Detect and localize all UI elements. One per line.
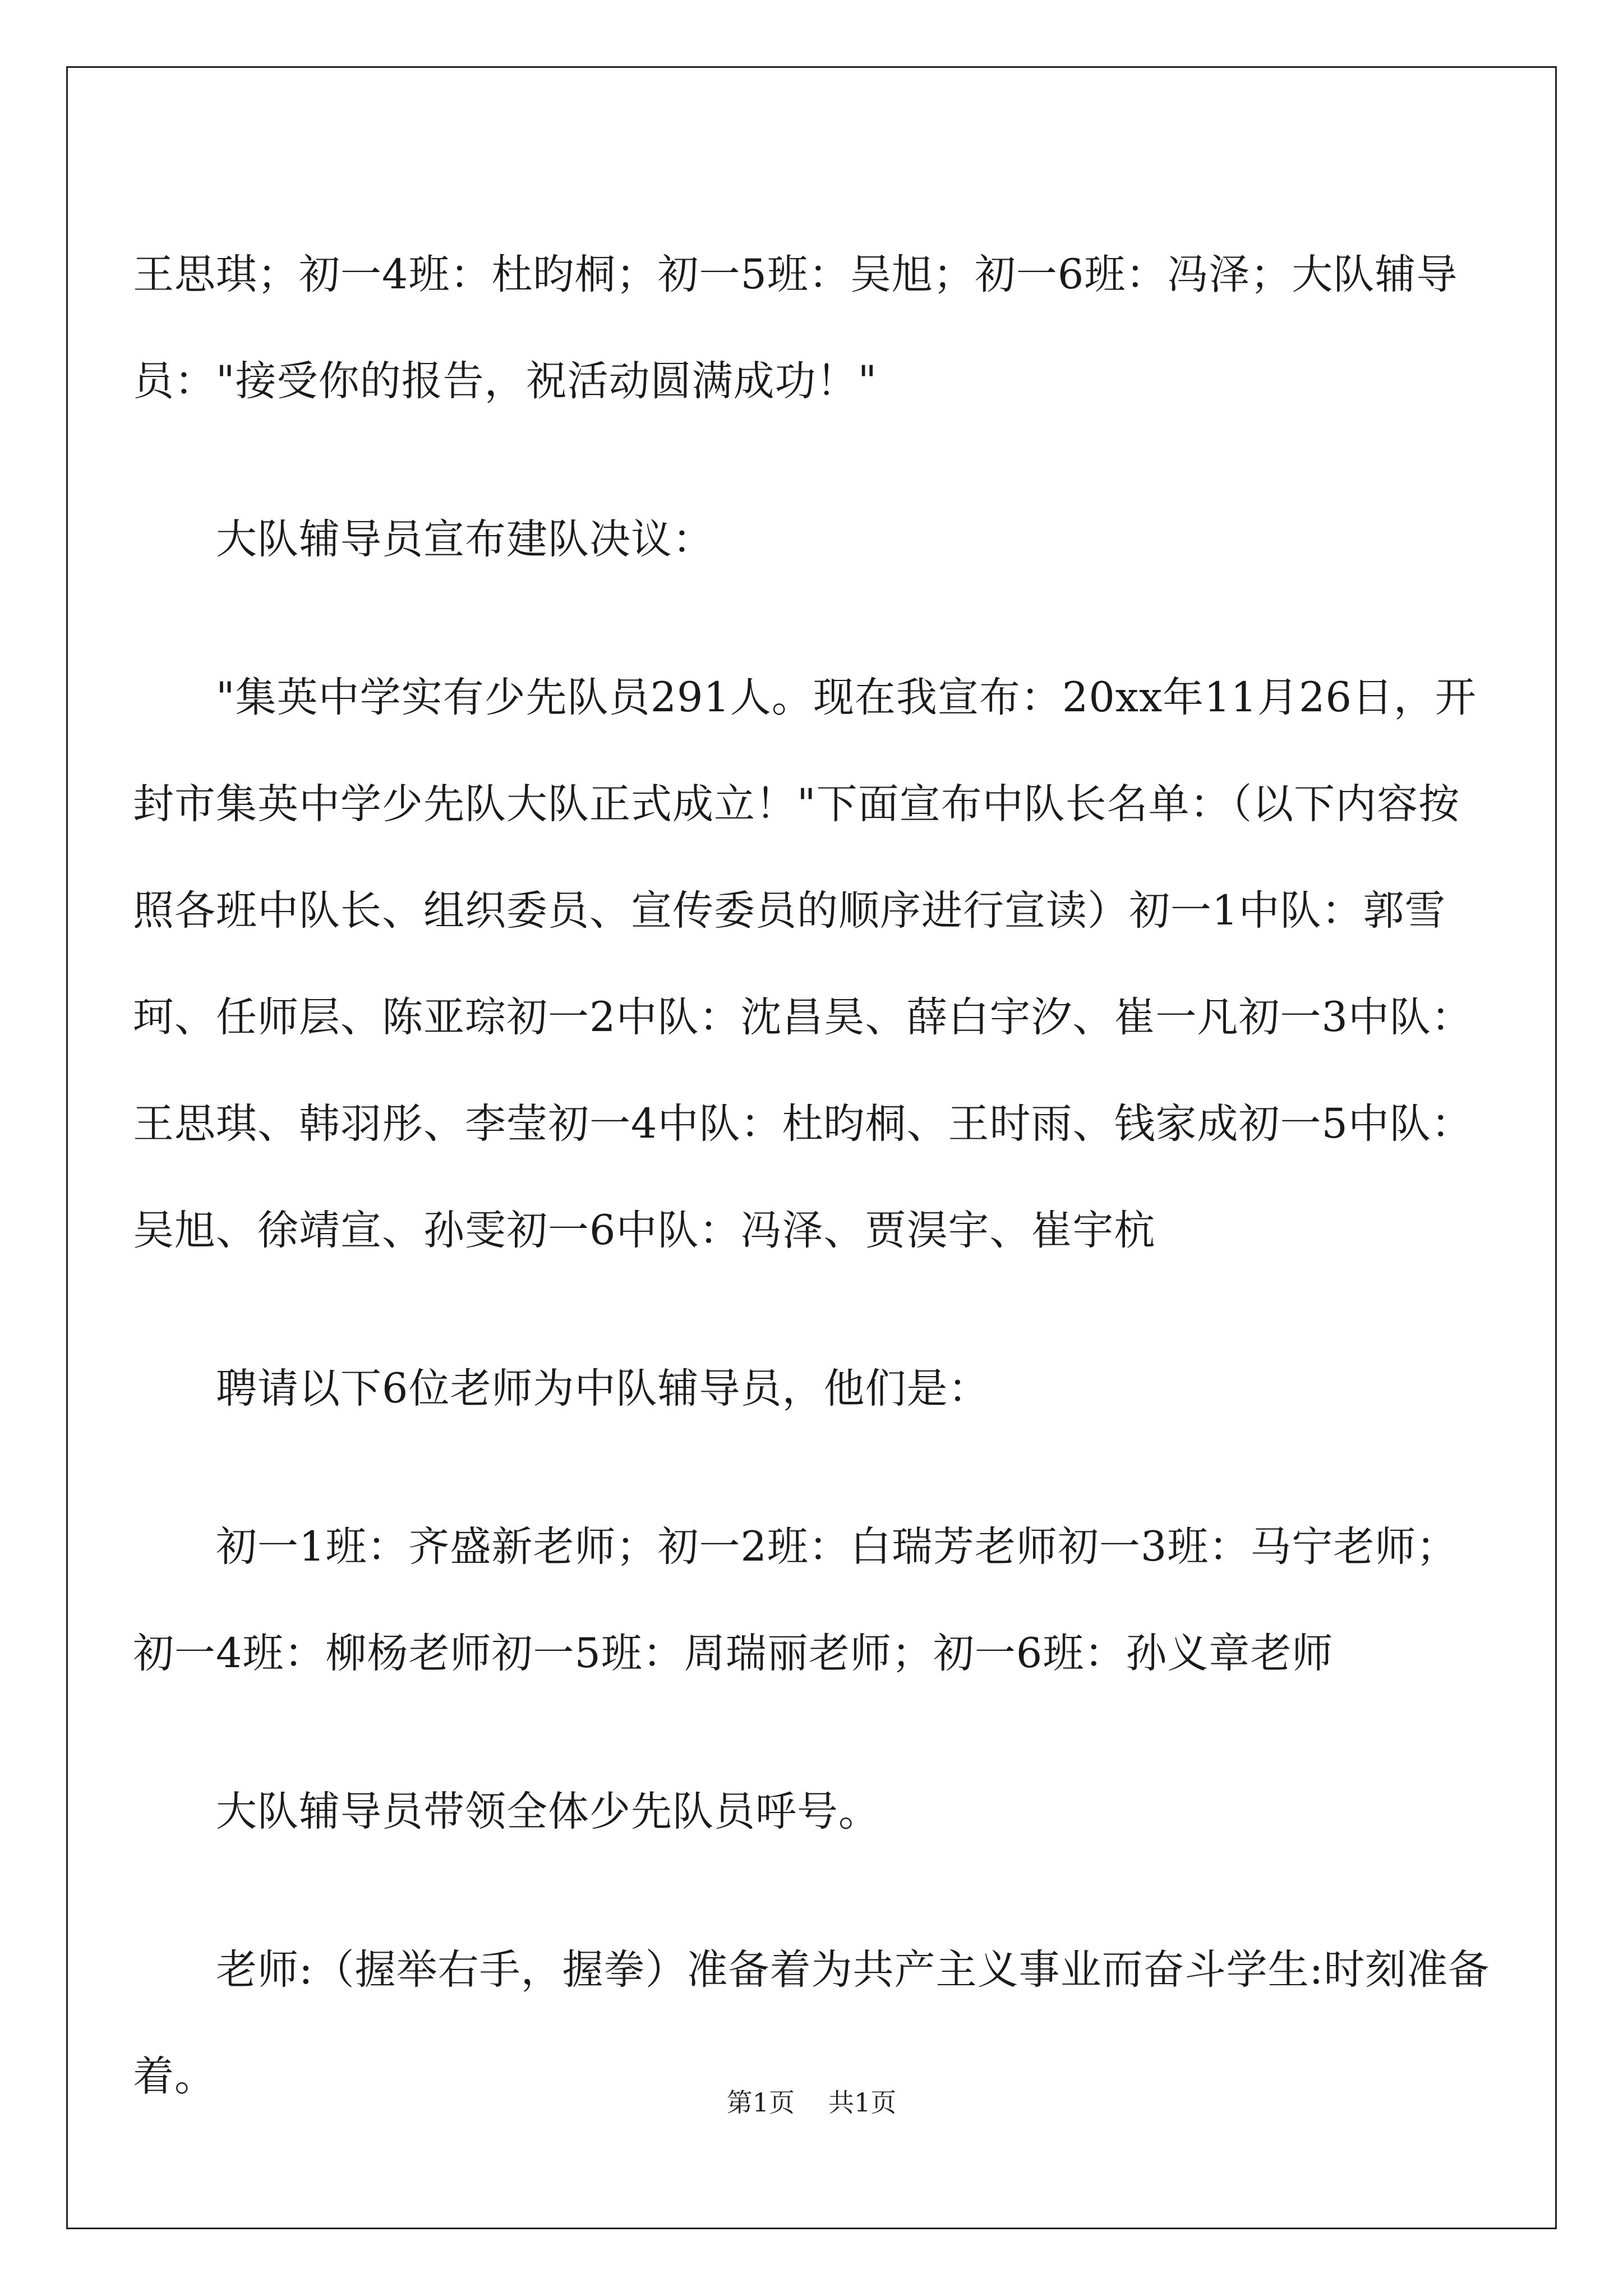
page-number: 第1页	[726, 2087, 795, 2118]
document-body	[133, 222, 1490, 2100]
paragraph-5: 初一1班：齐盛新老师；初一2班：白瑞芳老师初一3班：马宁老师；初一4班：柳杨老师初一5班：周瑞丽老师；初一6班：孙义章老师	[133, 1523, 1458, 1677]
paragraph-3: "集英中学实有少先队员291人。现在我宣布：20xx年11月26日，开封市集英中学少先队大队正式成立！"下面宣布中队长名单：（以下内容按照各班中队长、组织委员、宣传委员的顺序进行宣读）初一1中队：郭雪珂、任师层、陈亚琮初一2中队：沈昌昊、薛白宇汐、崔一凡初一3中队：王思琪、韩羽彤、李莹初一4中队：杜昀桐、王时雨、钱家成初一5中队：吴旭、徐靖宣、孙雯初一6中队：冯泽、贾淏宇、崔宇杭	[133, 674, 1477, 1254]
paragraph-7: 老师:（握举右手，握拳）准备着为共产主义事业而奋斗学生:时刻准备着。	[133, 1946, 1490, 2100]
paragraph-2: 大队辅导员宣布建队决议：	[216, 516, 714, 563]
paragraph-1: 王思琪；初一4班：杜昀桐；初一5班：吴旭；初一6班：冯泽；大队辅导员："接受你的报告，祝活动圆满成功！"	[133, 251, 1458, 405]
paragraph-4: 聘请以下6位老师为中队辅导员，他们是：	[216, 1365, 990, 1412]
page-total: 共1页	[828, 2087, 897, 2118]
paragraph-6: 大队辅导员带领全体少先队员呼号。	[216, 1788, 880, 1835]
page-footer	[0, 2086, 1623, 2119]
